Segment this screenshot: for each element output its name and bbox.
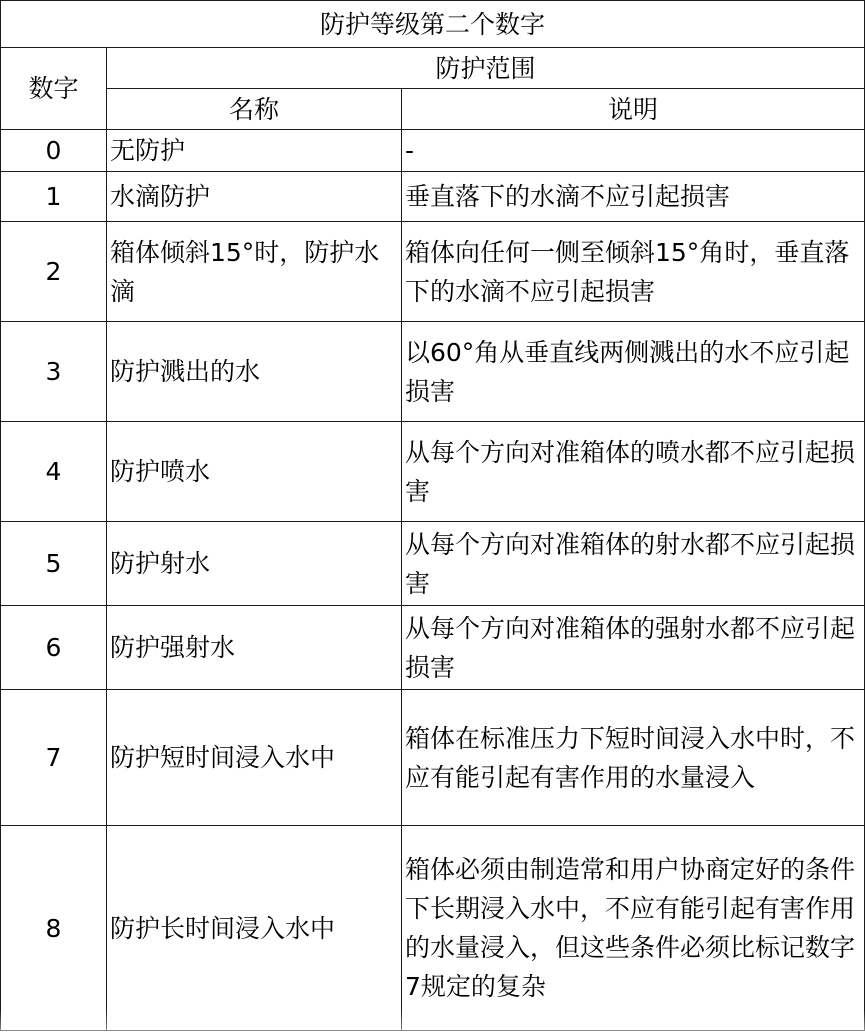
row-digit: 6 (1, 606, 107, 690)
table-row (1, 130, 865, 172)
row-description: 以60°角从垂直线两侧溅出的水不应引起损害 (402, 322, 865, 422)
table-row (1, 222, 865, 322)
row-description: 垂直落下的水滴不应引起损害 (402, 172, 865, 222)
table-row (1, 606, 865, 690)
row-digit: 1 (1, 172, 107, 222)
row-digit: 8 (1, 826, 107, 1031)
row-description: 从每个方向对准箱体的喷水都不应引起损害 (402, 422, 865, 522)
row-name: 防护长时间浸入水中 (107, 826, 402, 1031)
row-digit: 0 (1, 130, 107, 172)
row-name: 防护喷水 (107, 422, 402, 522)
header-scope: 防护范围 (107, 48, 865, 89)
row-digit: 7 (1, 690, 107, 826)
title-row (1, 1, 865, 48)
row-name: 箱体倾斜15°时，防护水滴 (107, 222, 402, 322)
row-digit: 5 (1, 522, 107, 606)
row-description: 从每个方向对准箱体的射水都不应引起损害 (402, 522, 865, 606)
row-name: 水滴防护 (107, 172, 402, 222)
row-digit: 4 (1, 422, 107, 522)
header-row-1 (1, 48, 865, 89)
row-description: 箱体在标准压力下短时间浸入水中时，不应有能引起有害作用的水量浸入 (402, 690, 865, 826)
row-name: 防护溅出的水 (107, 322, 402, 422)
row-digit: 3 (1, 322, 107, 422)
row-description: - (402, 130, 865, 172)
header-row-2 (1, 89, 865, 130)
row-description: 箱体向任何一侧至倾斜15°角时，垂直落下的水滴不应引起损害 (402, 222, 865, 322)
row-name: 无防护 (107, 130, 402, 172)
header-description: 说明 (402, 89, 865, 130)
table-title: 防护等级第二个数字 (1, 1, 865, 48)
row-name: 防护强射水 (107, 606, 402, 690)
table-row (1, 422, 865, 522)
table-row (1, 172, 865, 222)
table-row (1, 826, 865, 1031)
row-description: 从每个方向对准箱体的强射水都不应引起损害 (402, 606, 865, 690)
row-name: 防护射水 (107, 522, 402, 606)
row-description: 箱体必须由制造常和用户协商定好的条件下长期浸入水中，不应有能引起有害作用的水量浸入，但这些条件必须比标记数字7规定的复杂 (402, 826, 865, 1031)
table-row (1, 690, 865, 826)
row-name: 防护短时间浸入水中 (107, 690, 402, 826)
header-name: 名称 (107, 89, 402, 130)
row-digit: 2 (1, 222, 107, 322)
table-row (1, 522, 865, 606)
table-row (1, 322, 865, 422)
header-digit: 数字 (1, 48, 107, 130)
